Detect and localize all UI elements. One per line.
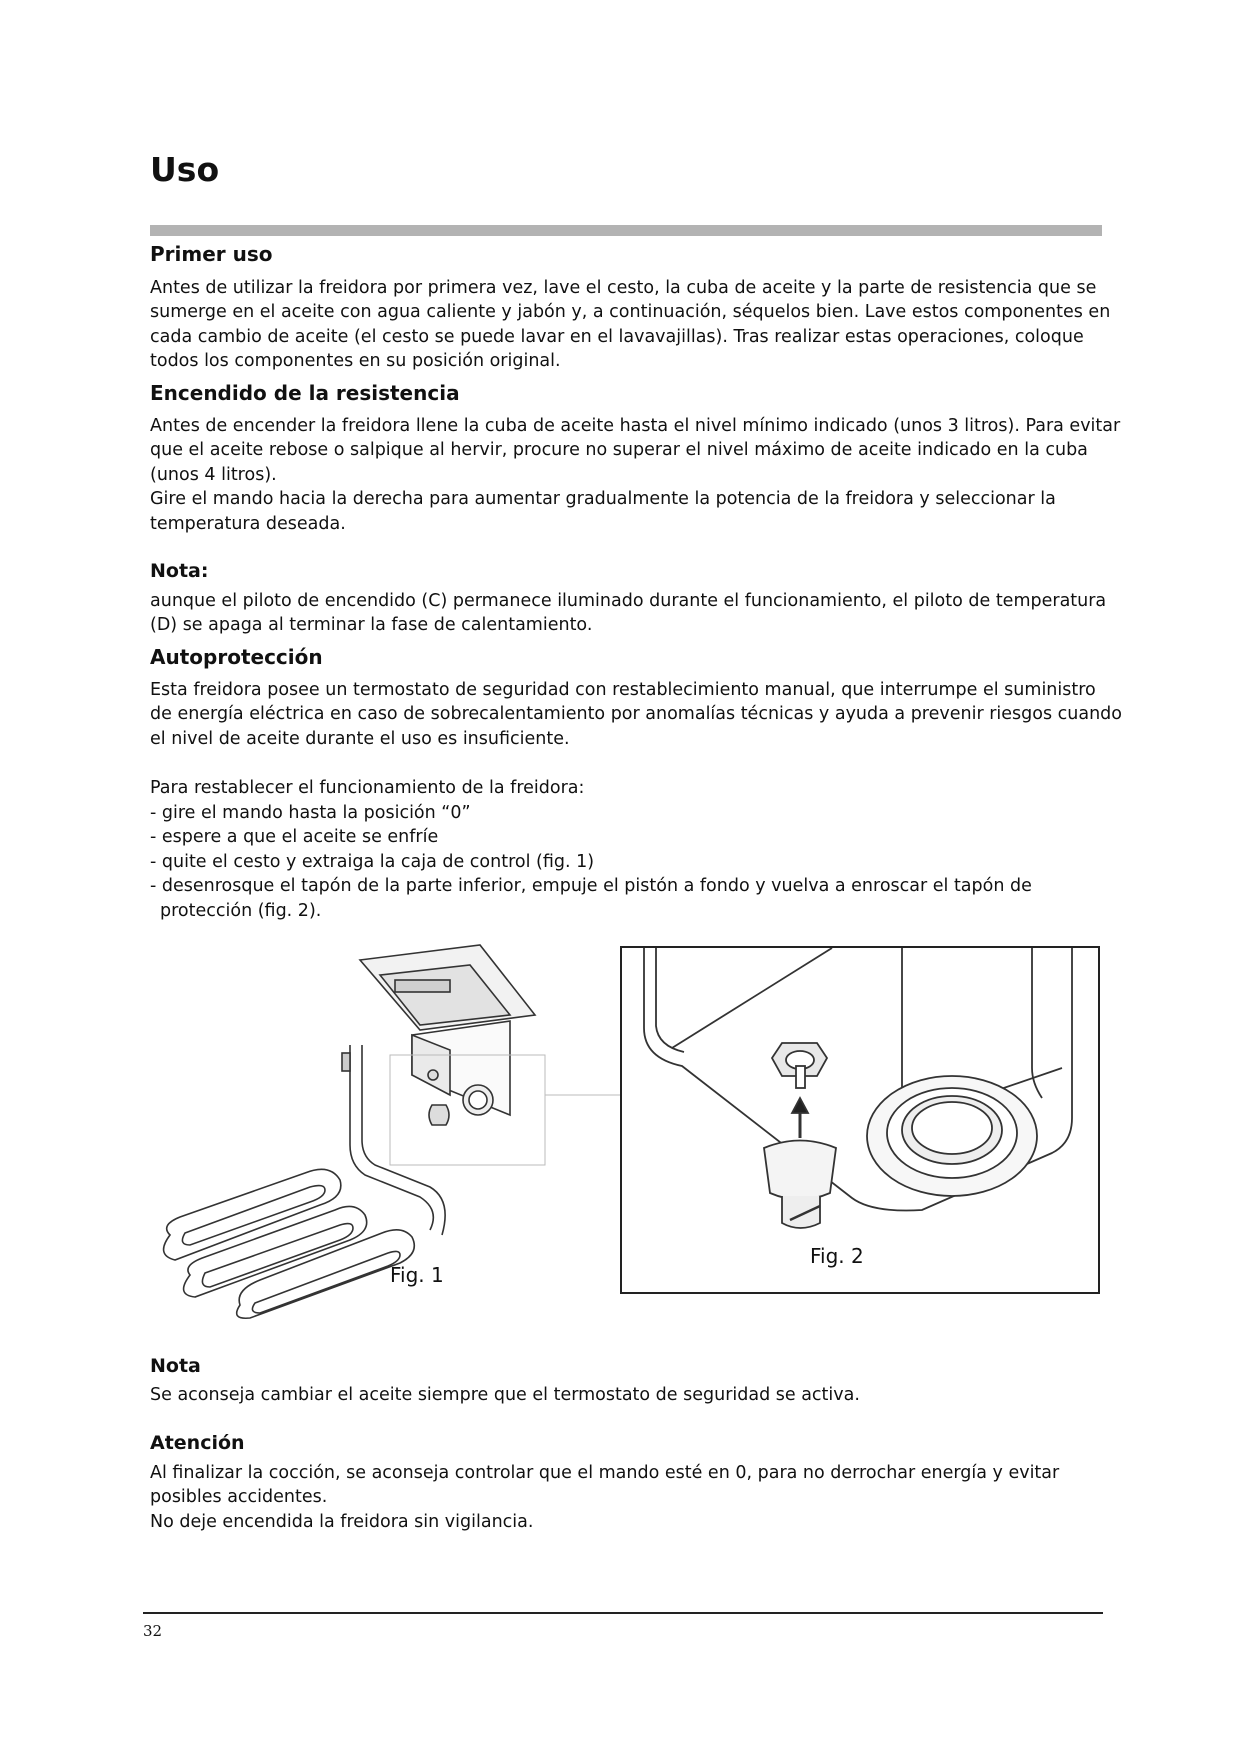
text-line: que el aceite rebose o salpique al hervir, procure no superar el nivel máximo de aceite indicado en la cuba	[150, 440, 1088, 461]
heading-encendido: Encendido de la resistencia	[150, 381, 460, 405]
list-item: - desenrosque el tapón de la parte inferior, empuje el pistón a fondo y vuelva a enroscar el tapón de	[150, 876, 1032, 897]
heading-nota: Nota:	[150, 560, 209, 582]
text-line: Antes de encender la freidora llene la cuba de aceite hasta el nivel mínimo indicado (unos 3 litros). Para evitar	[150, 416, 1121, 436]
reset-steps	[150, 801, 1102, 923]
text-line: (unos 4 litros).	[150, 464, 277, 485]
title-rule	[150, 225, 1102, 236]
text-line: temperatura deseada.	[150, 513, 346, 534]
paragraph-encendido	[150, 414, 1121, 536]
text-line: cada cambio de aceite (el cesto se puede lavar en el lavavajillas). Tras realizar estas operaciones, coloque	[150, 326, 1084, 347]
text-line: posibles accidentes.	[150, 1487, 328, 1508]
heading-atencion: Atención	[150, 1432, 245, 1454]
list-item: - quite el cesto y extraiga la caja de control (fig. 1)	[150, 851, 595, 872]
figure-2	[620, 946, 1100, 1294]
heading-nota-2: Nota	[150, 1355, 201, 1377]
text-line: todos los componentes en su posición original.	[150, 351, 561, 372]
heating-element-illustration	[150, 935, 620, 1320]
text-line: sumerge en el aceite con agua caliente y jabón y, a continuación, séquelos bien. Lave estos componentes en	[150, 302, 1111, 323]
page-number: 32	[143, 1622, 163, 1640]
step-continuation: protección (fig. 2).	[160, 900, 322, 921]
page-title: Uso	[150, 150, 220, 189]
figure-1	[150, 935, 620, 1320]
text-line: Al finalizar la cocción, se aconseja controlar que el mando esté en 0, para no derrochar energía y evitar	[150, 1463, 1060, 1483]
paragraph-nota	[150, 589, 1107, 638]
paragraph-nota-2: Se aconseja cambiar el aceite siempre que el termostato de seguridad se activa.	[150, 1385, 860, 1405]
text-line: de energía eléctrica en caso de sobrecalentamiento por anomalías técnicas y ayuda a prevenir riesgos cuando	[150, 704, 1122, 725]
text-line: el nivel de aceite durante el uso es insuficiente.	[150, 728, 570, 749]
text-line: Antes de utilizar la freidora por primera vez, lave el cesto, la cuba de aceite y la parte de resistencia que se	[150, 278, 1097, 298]
paragraph-primer-uso	[150, 276, 1111, 374]
heading-autoproteccion: Autoprotección	[150, 645, 323, 669]
fig1-label: Fig. 1	[390, 1263, 444, 1287]
text-line: aunque el piloto de encendido (C) permanece iluminado durante el funcionamiento, el piloto de temperatura	[150, 591, 1107, 611]
fig2-label: Fig. 2	[810, 1244, 864, 1268]
list-item: - gire el mando hasta la posición “0”	[150, 803, 471, 823]
paragraph-autoproteccion	[150, 678, 1122, 751]
fryer-bottom-illustration	[622, 948, 1098, 1292]
text-line: No deje encendida la freidora sin vigilancia.	[150, 1511, 534, 1532]
reset-intro: Para restablecer el funcionamiento de la freidora:	[150, 778, 585, 798]
footer-rule	[143, 1612, 1103, 1614]
text-line: Esta freidora posee un termostato de seguridad con restablecimiento manual, que interrumpe el suministro	[150, 680, 1096, 700]
heading-primer-uso: Primer uso	[150, 242, 273, 266]
text-line: Gire el mando hacia la derecha para aumentar gradualmente la potencia de la freidora y seleccionar la	[150, 489, 1056, 510]
list-item-continuation	[150, 899, 1102, 923]
text-line: (D) se apaga al terminar la fase de calentamiento.	[150, 615, 593, 636]
list-item: - espere a que el aceite se enfríe	[150, 827, 439, 848]
paragraph-atencion	[150, 1461, 1102, 1534]
